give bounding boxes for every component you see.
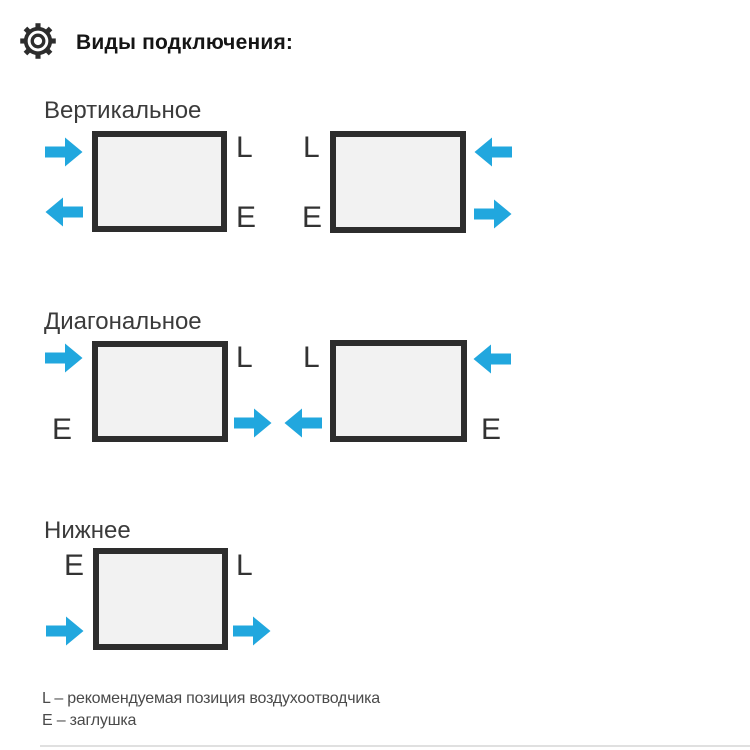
port-label-plug: E <box>236 201 257 234</box>
section-title-vertical: Вертикальное <box>44 97 202 124</box>
flow-arrow-left-icon <box>473 344 511 374</box>
radiator-rect <box>92 341 228 442</box>
bottom-divider <box>40 745 750 747</box>
flow-arrow-right-icon <box>46 616 84 646</box>
flow-arrow-right-icon <box>474 199 512 229</box>
radiator-rect <box>330 340 467 442</box>
radiator-rect <box>93 548 228 650</box>
legend-line-plug: E – заглушка <box>42 712 137 729</box>
flow-arrow-right-icon <box>234 408 272 438</box>
flow-arrow-left-icon <box>45 197 83 227</box>
flow-arrow-right-icon <box>233 616 271 646</box>
section-title-bottom: Нижнее <box>44 517 131 544</box>
legend-line-air-vent: L – рекомендуемая позиция воздухоотводчика <box>42 690 380 707</box>
port-label-plug: E <box>64 549 85 582</box>
port-label-air-vent: L <box>303 131 320 164</box>
flow-arrow-right-icon <box>45 343 83 373</box>
page-title: Виды подключения: <box>76 31 294 54</box>
port-label-air-vent: L <box>236 131 253 164</box>
port-label-plug: E <box>481 413 502 446</box>
flow-arrow-left-icon <box>284 408 322 438</box>
flow-arrow-right-icon <box>45 137 83 167</box>
port-label-air-vent: L <box>236 549 253 582</box>
radiator-rect <box>330 131 466 233</box>
port-label-plug: E <box>52 413 73 446</box>
legend <box>42 688 380 732</box>
flow-arrow-left-icon <box>474 137 512 167</box>
gear-icon <box>18 21 58 61</box>
section-title-diagonal: Диагональное <box>44 308 202 335</box>
port-label-air-vent: L <box>236 341 253 374</box>
radiator-rect <box>92 131 227 232</box>
port-label-air-vent: L <box>303 341 320 374</box>
port-label-plug: E <box>302 201 323 234</box>
